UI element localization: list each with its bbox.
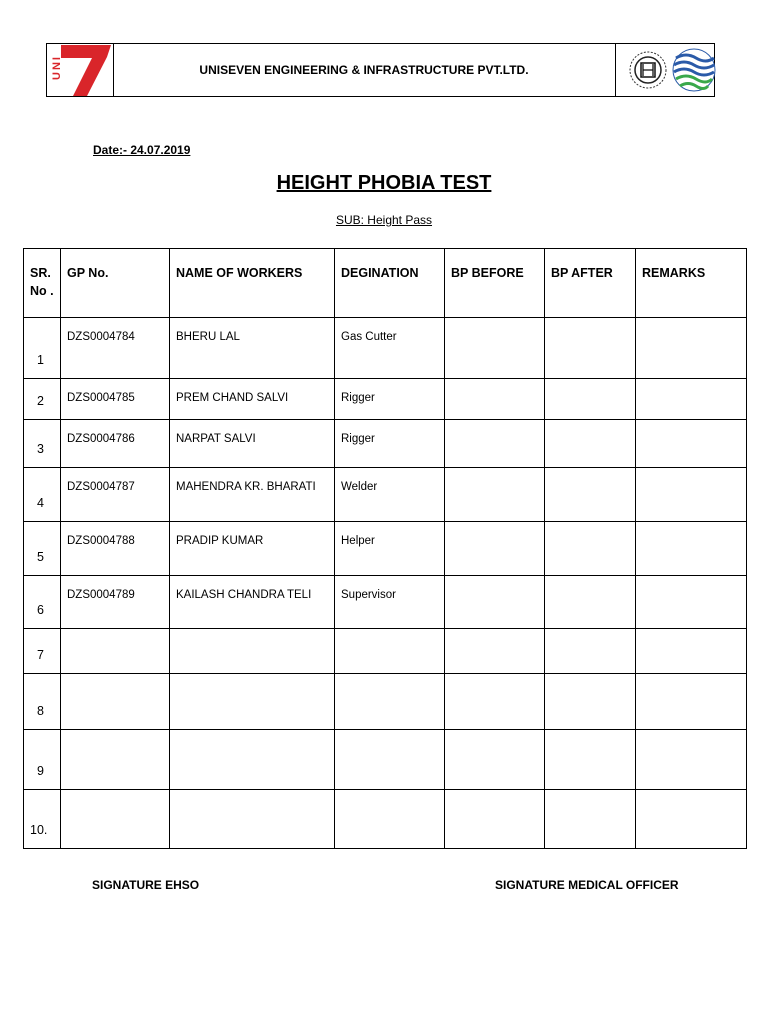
table-row (24, 522, 747, 576)
letterhead (46, 43, 715, 97)
cell-worker-name: PRADIP KUMAR (170, 522, 335, 576)
cell-designation (335, 730, 445, 790)
cell-worker-name (170, 730, 335, 790)
cell-remarks (636, 576, 747, 629)
col-header-bp-after: BP AFTER (545, 249, 636, 318)
cell-bp-before (445, 730, 545, 790)
cell-bp-before (445, 790, 545, 849)
cell-sr-no: 8 (24, 674, 61, 730)
cell-remarks (636, 420, 747, 468)
cell-bp-after (545, 318, 636, 379)
cell-remarks (636, 790, 747, 849)
cell-gp-no (61, 730, 170, 790)
cell-gp-no: DZS0004786 (61, 420, 170, 468)
svg-text:UNI: UNI (51, 55, 63, 80)
cell-remarks (636, 468, 747, 522)
cell-bp-before (445, 522, 545, 576)
cell-sr-no: 4 (24, 468, 61, 522)
cell-designation: Rigger (335, 420, 445, 468)
cell-remarks (636, 730, 747, 790)
hzl-emblem-icon (630, 52, 666, 88)
iocl-logo-icon (673, 49, 715, 91)
cell-gp-no (61, 629, 170, 674)
cell-gp-no: DZS0004784 (61, 318, 170, 379)
company-name: UNISEVEN ENGINEERING & INFRASTRUCTURE PVT.LTD. (199, 63, 529, 77)
cell-designation: Helper (335, 522, 445, 576)
cell-bp-before (445, 468, 545, 522)
cell-sr-no: 9 (24, 730, 61, 790)
cell-designation: Supervisor (335, 576, 445, 629)
table-row (24, 420, 747, 468)
partner-logos (615, 44, 716, 96)
cell-designation (335, 629, 445, 674)
table-row (24, 379, 747, 420)
cell-gp-no: DZS0004785 (61, 379, 170, 420)
cell-worker-name: PREM CHAND SALVI (170, 379, 335, 420)
uniseven-logo (47, 44, 114, 96)
col-header-name: NAME OF WORKERS (170, 249, 335, 318)
cell-worker-name (170, 790, 335, 849)
cell-remarks (636, 629, 747, 674)
cell-gp-no (61, 674, 170, 730)
cell-sr-no: 5 (24, 522, 61, 576)
cell-bp-before (445, 576, 545, 629)
signature-ehso-label: SIGNATURE EHSO (92, 878, 200, 892)
test-date: Date:- 24.07.2019 (93, 143, 191, 157)
signature-medical-officer-label: SIGNATURE MEDICAL OFFICER (495, 878, 679, 892)
cell-gp-no (61, 790, 170, 849)
table-row (24, 629, 747, 674)
cell-bp-after (545, 674, 636, 730)
cell-remarks (636, 318, 747, 379)
cell-designation: Gas Cutter (335, 318, 445, 379)
cell-designation (335, 674, 445, 730)
table-row (24, 468, 747, 522)
cell-bp-after (545, 576, 636, 629)
cell-bp-before (445, 674, 545, 730)
cell-worker-name: KAILASH CHANDRA TELI (170, 576, 335, 629)
cell-sr-no: 7 (24, 629, 61, 674)
cell-bp-before (445, 629, 545, 674)
cell-worker-name: NARPAT SALVI (170, 420, 335, 468)
cell-sr-no: 6 (24, 576, 61, 629)
col-header-bp-before: BP BEFORE (445, 249, 545, 318)
cell-sr-no: 1 (24, 318, 61, 379)
document-title: HEIGHT PHOBIA TEST (276, 172, 492, 194)
cell-bp-after (545, 468, 636, 522)
cell-remarks (636, 522, 747, 576)
cell-remarks (636, 379, 747, 420)
cell-bp-after (545, 730, 636, 790)
cell-sr-no: 10. (24, 790, 61, 849)
table-row (24, 674, 747, 730)
cell-bp-after (545, 420, 636, 468)
cell-gp-no: DZS0004788 (61, 522, 170, 576)
worker-test-table (23, 248, 747, 849)
cell-bp-before (445, 420, 545, 468)
cell-bp-before (445, 318, 545, 379)
table-row (24, 730, 747, 790)
document-subject: SUB: Height Pass (335, 213, 433, 227)
cell-worker-name: BHERU LAL (170, 318, 335, 379)
cell-bp-after (545, 790, 636, 849)
cell-designation (335, 790, 445, 849)
col-header-sr-no: SR. No . (24, 249, 61, 318)
cell-gp-no: DZS0004787 (61, 468, 170, 522)
table-row (24, 576, 747, 629)
table-row (24, 318, 747, 379)
cell-sr-no: 3 (24, 420, 61, 468)
cell-worker-name (170, 629, 335, 674)
col-header-remarks: REMARKS (636, 249, 747, 318)
col-header-designation: DEGINATION (335, 249, 445, 318)
cell-bp-after (545, 522, 636, 576)
cell-bp-before (445, 379, 545, 420)
cell-bp-after (545, 629, 636, 674)
cell-remarks (636, 674, 747, 730)
uniseven-logo-icon (47, 44, 113, 96)
cell-gp-no: DZS0004789 (61, 576, 170, 629)
cell-designation: Rigger (335, 379, 445, 420)
table-header-row (24, 249, 747, 318)
cell-sr-no: 2 (24, 379, 61, 420)
table-row (24, 790, 747, 849)
cell-designation: Welder (335, 468, 445, 522)
cell-worker-name: MAHENDRA KR. BHARATI (170, 468, 335, 522)
cell-bp-after (545, 379, 636, 420)
cell-worker-name (170, 674, 335, 730)
col-header-gp-no: GP No. (61, 249, 170, 318)
